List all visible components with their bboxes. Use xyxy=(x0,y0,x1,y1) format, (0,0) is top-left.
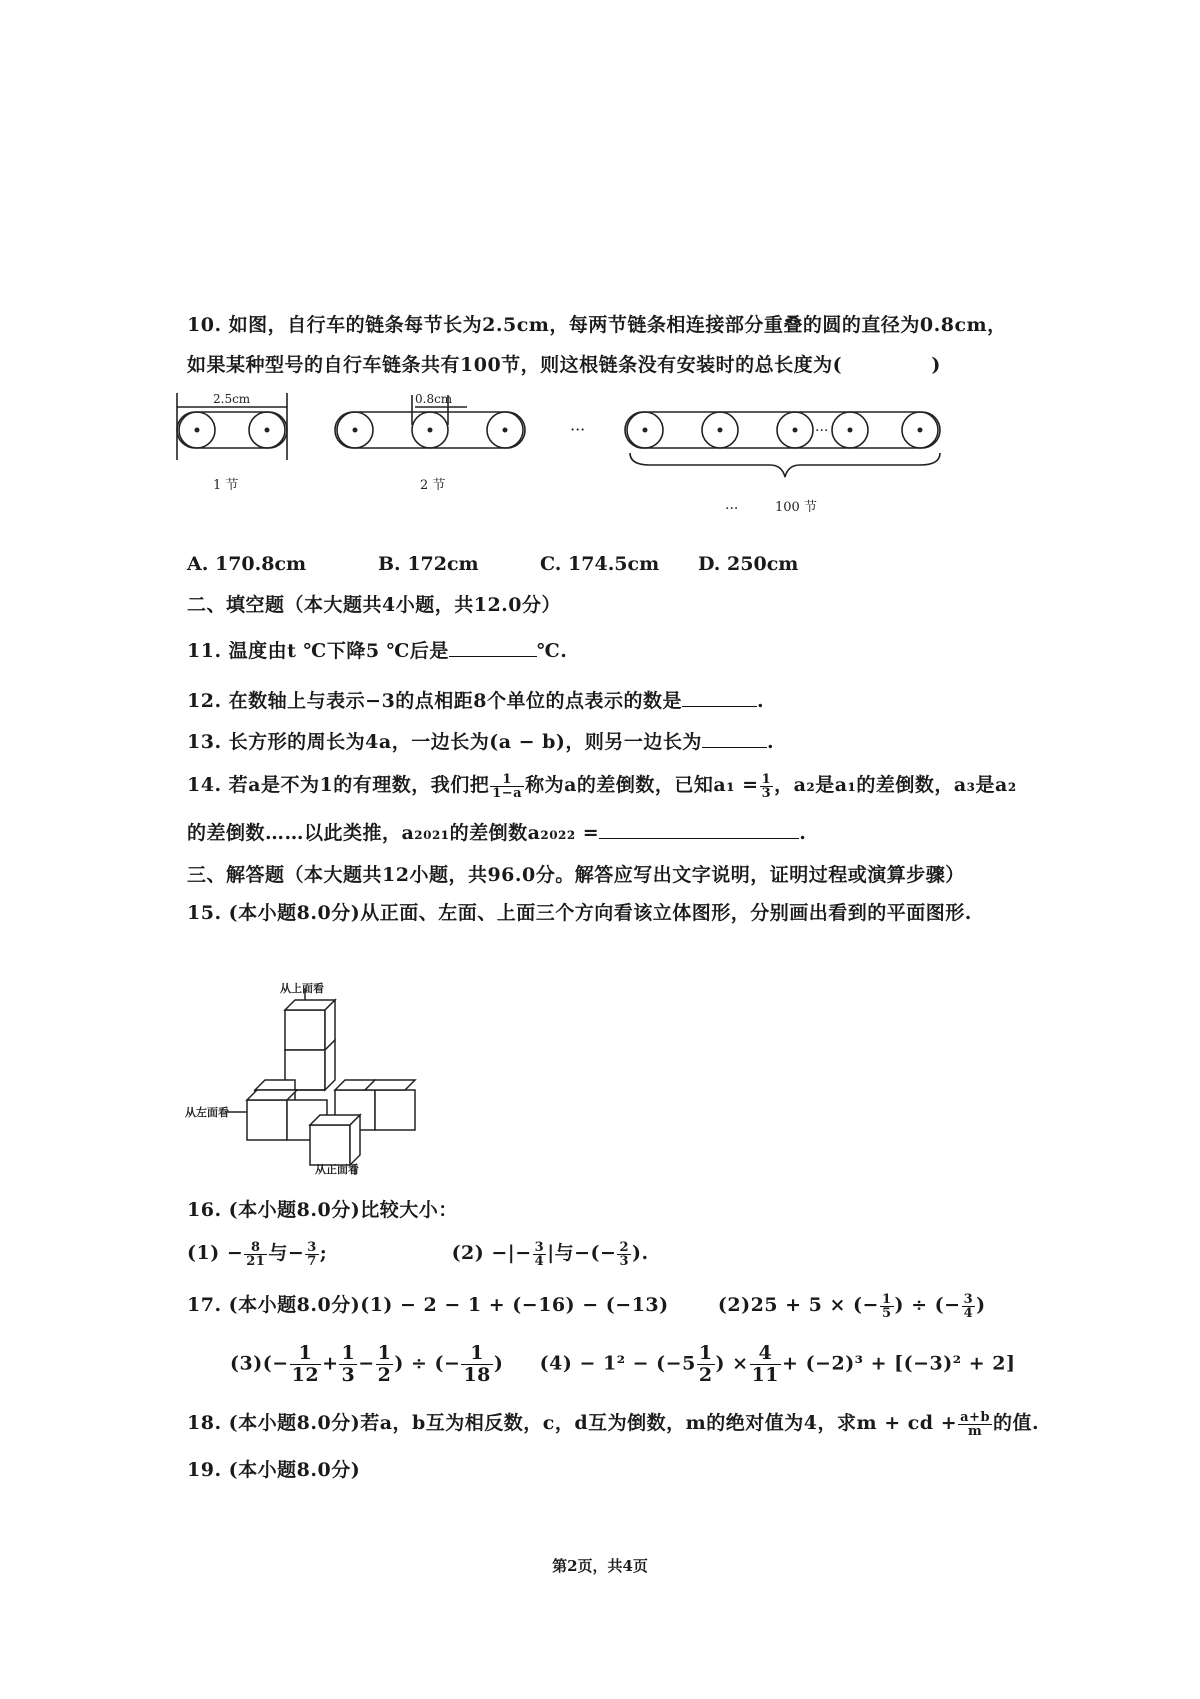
q18-end: 的值. xyxy=(993,1412,1040,1434)
q17-p2-a: (2)25 + 5 × (− xyxy=(717,1294,879,1316)
q17-p3-frac3: $\frac{1}{2}$ xyxy=(377,1342,392,1386)
fig-dots-link: ··· xyxy=(815,423,829,439)
q14-frac1: $\frac{1}{1-a}$ xyxy=(492,771,523,801)
option-a-text: 170.8cm xyxy=(214,553,307,575)
q16-p2-mid: |与−(− xyxy=(547,1242,617,1264)
q13-text: 13. 长方形的周长为4a，一边长为(a − b)，则另一边长为 xyxy=(187,731,702,753)
q17-p3-frac2: $\frac{1}{3}$ xyxy=(341,1342,356,1386)
option-b-text: 172cm xyxy=(407,553,479,575)
option-d[interactable] xyxy=(698,553,798,575)
q16-p2-a: (2) −|− xyxy=(451,1242,532,1264)
q18-frac: $\frac{a+b}{m}$ xyxy=(960,1409,991,1439)
q14-frac2: $\frac{1}{3}$ xyxy=(761,771,772,801)
q17-p3-c: − xyxy=(358,1352,375,1375)
q18 xyxy=(187,1408,1039,1438)
option-b[interactable] xyxy=(378,553,479,575)
q17-p3-frac1: $\frac{1}{12}$ xyxy=(291,1342,320,1386)
q14-text-c: ，a₂是a₁的差倒数，a₃是a₂ xyxy=(774,774,1017,796)
q17-line2 xyxy=(230,1343,1015,1386)
q16-p1-mid: 与− xyxy=(268,1242,305,1264)
q16-p2-end: ). xyxy=(631,1242,649,1264)
fig-label-100: 100 节 xyxy=(775,500,817,515)
q13 xyxy=(187,727,774,754)
q17-p4-b: ) × xyxy=(715,1352,749,1375)
page-footer: 第2页，共4页 xyxy=(552,1557,648,1575)
option-b-key: B. xyxy=(378,553,401,575)
q18-text: 18. (本小题8.0分)若a，b互为相反数，c，d互为倒数，m的绝对值为4，求m + cd + xyxy=(187,1412,958,1434)
q16-p1-frac2: $\frac{3}{7}$ xyxy=(307,1239,317,1269)
q15-text: 15. (本小题8.0分)从正面、左面、上面三个方向看该立体图形，分别画出看到的平面图形. xyxy=(187,902,972,924)
q17-p3-e: ) xyxy=(493,1352,504,1375)
q14-text-d: 的差倒数……以此类推，a₂₀₂₁的差倒数a₂₀₂₂ = xyxy=(187,822,600,844)
q10-line2 xyxy=(187,350,941,377)
q14-text-a: 14. 若a是不为1的有理数，我们把 xyxy=(187,774,490,796)
option-c-key: C. xyxy=(540,553,562,575)
fig-dia-label: 0.8cm xyxy=(415,392,453,406)
chain-figure xyxy=(175,385,995,520)
option-c[interactable] xyxy=(540,553,659,575)
q19-text: 19. (本小题8.0分) xyxy=(187,1459,361,1481)
cube-figure xyxy=(185,980,425,1175)
q17-p4-frac2: $\frac{4}{11}$ xyxy=(751,1342,780,1386)
view-top-label: 从上面看 xyxy=(280,982,324,995)
q17-p2-frac1: $\frac{1}{5}$ xyxy=(881,1291,892,1321)
fig-dots-mid: ··· xyxy=(570,420,586,439)
q14-blank[interactable] xyxy=(599,820,799,839)
q16-p2-frac1: $\frac{3}{4}$ xyxy=(534,1239,545,1269)
q12 xyxy=(187,686,764,713)
q13-end: . xyxy=(766,731,775,753)
q17-p4-c: + (−2)³ + [(−3)² + 2] xyxy=(782,1352,1016,1375)
q17-p3-a: (3)(− xyxy=(230,1352,289,1375)
option-a-key: A. xyxy=(187,553,209,575)
q10-line1: 10. 如图，自行车的链条每节长为2.5cm，每两节链条相连接部分重叠的圆的直径为0.8cm， xyxy=(187,314,1007,336)
q14-line1 xyxy=(187,770,1017,800)
view-left-label: 从左面看 xyxy=(185,1106,229,1119)
q14-text-b: 称为a的差倒数，已知a₁ = xyxy=(525,774,759,796)
fig-len-label: 2.5cm xyxy=(213,392,251,406)
q14-line2 xyxy=(187,818,806,845)
q16-p2-frac2: $\frac{2}{3}$ xyxy=(619,1239,629,1269)
fig-label-1: 1 节 xyxy=(213,478,239,493)
section-3-heading: 三、解答题（本大题共12小题，共96.0分。解答应写出文字说明，证明过程或演算步骤） xyxy=(187,864,965,886)
q17-p3-frac4: $\frac{1}{18}$ xyxy=(463,1342,491,1386)
q11-text: 11. 温度由t ℃下降5 ℃后是 xyxy=(187,640,449,662)
q11-end: ℃. xyxy=(536,640,568,662)
q12-text: 12. 在数轴上与表示−3的点相距8个单位的点表示的数是 xyxy=(187,690,683,712)
q17-p2-c: ) xyxy=(976,1294,986,1316)
q17-line1 xyxy=(187,1290,986,1320)
q10-line2-end: ) xyxy=(931,354,941,376)
q16-p1-a: (1) − xyxy=(187,1242,244,1264)
q17-p1: 17. (本小题8.0分)(1) − 2 − 1 + (−16) − (−13) xyxy=(187,1294,669,1316)
section-2-heading: 二、填空题（本大题共4小题，共12.0分） xyxy=(187,594,561,616)
q10-line2-text: 如果某种型号的自行车链条共有100节，则这根链条没有安装时的总长度为( xyxy=(187,354,843,376)
option-d-key: D. xyxy=(698,553,721,575)
q13-blank[interactable] xyxy=(702,729,767,748)
view-front-label: 从正面看 xyxy=(315,1163,359,1175)
q17-p4-a: (4) − 1² − (−5 xyxy=(539,1352,696,1375)
q12-blank[interactable] xyxy=(682,688,757,707)
fig-label-2: 2 节 xyxy=(420,478,446,493)
q17-p2-b: ) ÷ (− xyxy=(894,1294,961,1316)
q16-text: 16. (本小题8.0分)比较大小： xyxy=(187,1199,458,1221)
q16-parts xyxy=(187,1238,649,1268)
q11 xyxy=(187,636,567,663)
q17-p4-frac1: $\frac{1}{2}$ xyxy=(698,1342,713,1386)
q14-end: . xyxy=(799,822,807,844)
option-d-text: 250cm xyxy=(727,553,799,575)
option-c-text: 174.5cm xyxy=(568,553,660,575)
q11-blank[interactable] xyxy=(449,638,537,657)
q12-end: . xyxy=(757,690,765,712)
q17-p2-frac2: $\frac{3}{4}$ xyxy=(963,1291,974,1321)
q17-p3-b: + xyxy=(322,1352,339,1375)
q17-p3-d: ) ÷ (− xyxy=(394,1352,461,1375)
q16-p1-end: ; xyxy=(319,1242,328,1264)
q16-p1-frac1: $\frac{8}{21}$ xyxy=(246,1239,266,1269)
fig-dots-low: ··· xyxy=(725,501,739,517)
option-a[interactable] xyxy=(187,553,306,575)
